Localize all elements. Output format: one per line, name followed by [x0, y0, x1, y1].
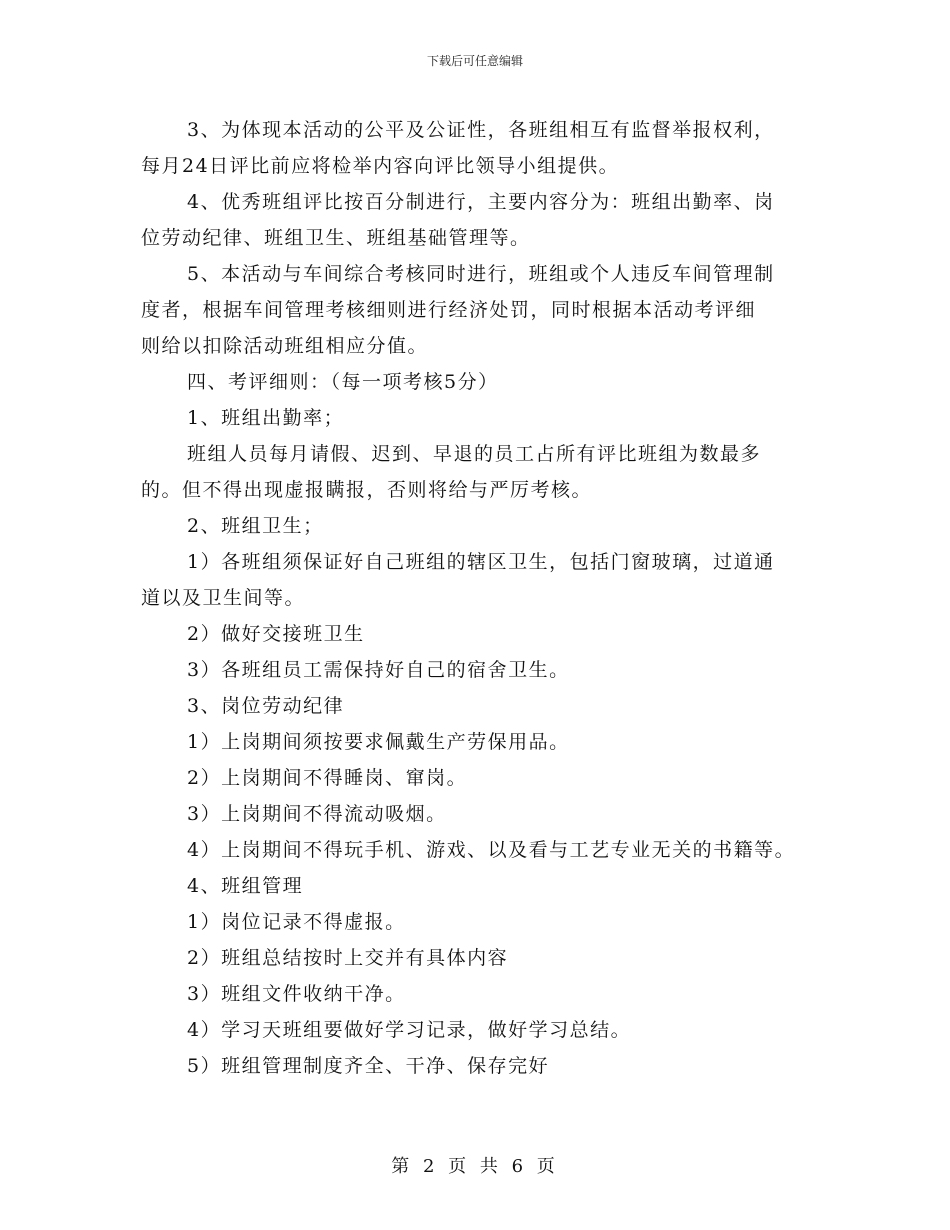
text-line: 则给以扣除活动班组相应分值。: [141, 335, 429, 357]
text-line: 3）上岗期间不得流动吸烟。: [187, 803, 447, 825]
text-line: 1、班组出勤率；: [187, 407, 345, 429]
text-line: 班组人员每月请假、迟到、早退的员工占所有评比班组为数最多: [187, 443, 762, 465]
text-line: 2）上岗期间不得睡岗、窜岗。: [187, 767, 468, 789]
text-line: 1）各班组须保证好自己班组的辖区卫生，包括门窗玻璃，过道通: [187, 551, 775, 573]
text-line: 道以及卫生间等。: [141, 587, 306, 609]
text-line: 1）岗位记录不得虚报。: [187, 911, 406, 933]
page-footer: 第 2 页 共 6 页: [391, 1156, 559, 1177]
document-body: [141, 112, 821, 1084]
text-line: 4）上岗期间不得玩手机、游戏、以及看与工艺专业无关的书籍等。: [187, 839, 796, 861]
text-line: 3、岗位劳动纪律: [187, 695, 345, 717]
text-line: 位劳动纪律、班组卫生、班组基础管理等。: [141, 227, 531, 249]
text-line: 4、优秀班组评比按百分制进行，主要内容分为：班组出勤率、岗: [187, 191, 775, 213]
text-line: 2）做好交接班卫生: [187, 623, 365, 645]
text-line: 度者，根据车间管理考核细则进行经济处罚，同时根据本活动考评细: [141, 299, 757, 321]
text-line: 2）班组总结按时上交并有具体内容: [187, 947, 509, 969]
text-line: 3、为体现本活动的公平及公证性，各班组相互有监督举报权利，: [187, 119, 775, 141]
text-line: 3）各班组员工需保持好自己的宿舍卫生。: [187, 659, 570, 681]
text-line: 4、班组管理: [187, 875, 304, 897]
text-line: 1）上岗期间须按要求佩戴生产劳保用品。: [187, 731, 570, 753]
text-line: 5、本活动与车间综合考核同时进行，班组或个人违反车间管理制: [187, 263, 775, 285]
text-line: 3）班组文件收纳干净。: [187, 983, 406, 1005]
text-line: 四、考评细则：（每一项考核5分）: [187, 371, 499, 393]
page-header: 下载后可任意编辑: [426, 54, 523, 68]
text-line: 的。但不得出现虚报瞒报，否则将给与严厉考核。: [141, 479, 593, 501]
text-line: 每月24日评比前应将检举内容向评比领导小组提供。: [141, 155, 620, 177]
text-line: 5）班组管理制度齐全、干净、保存完好: [187, 1055, 550, 1077]
text-line: 4）学习天班组要做好学习记录，做好学习总结。: [187, 1019, 632, 1041]
text-line: 2、班组卫生；: [187, 515, 324, 537]
